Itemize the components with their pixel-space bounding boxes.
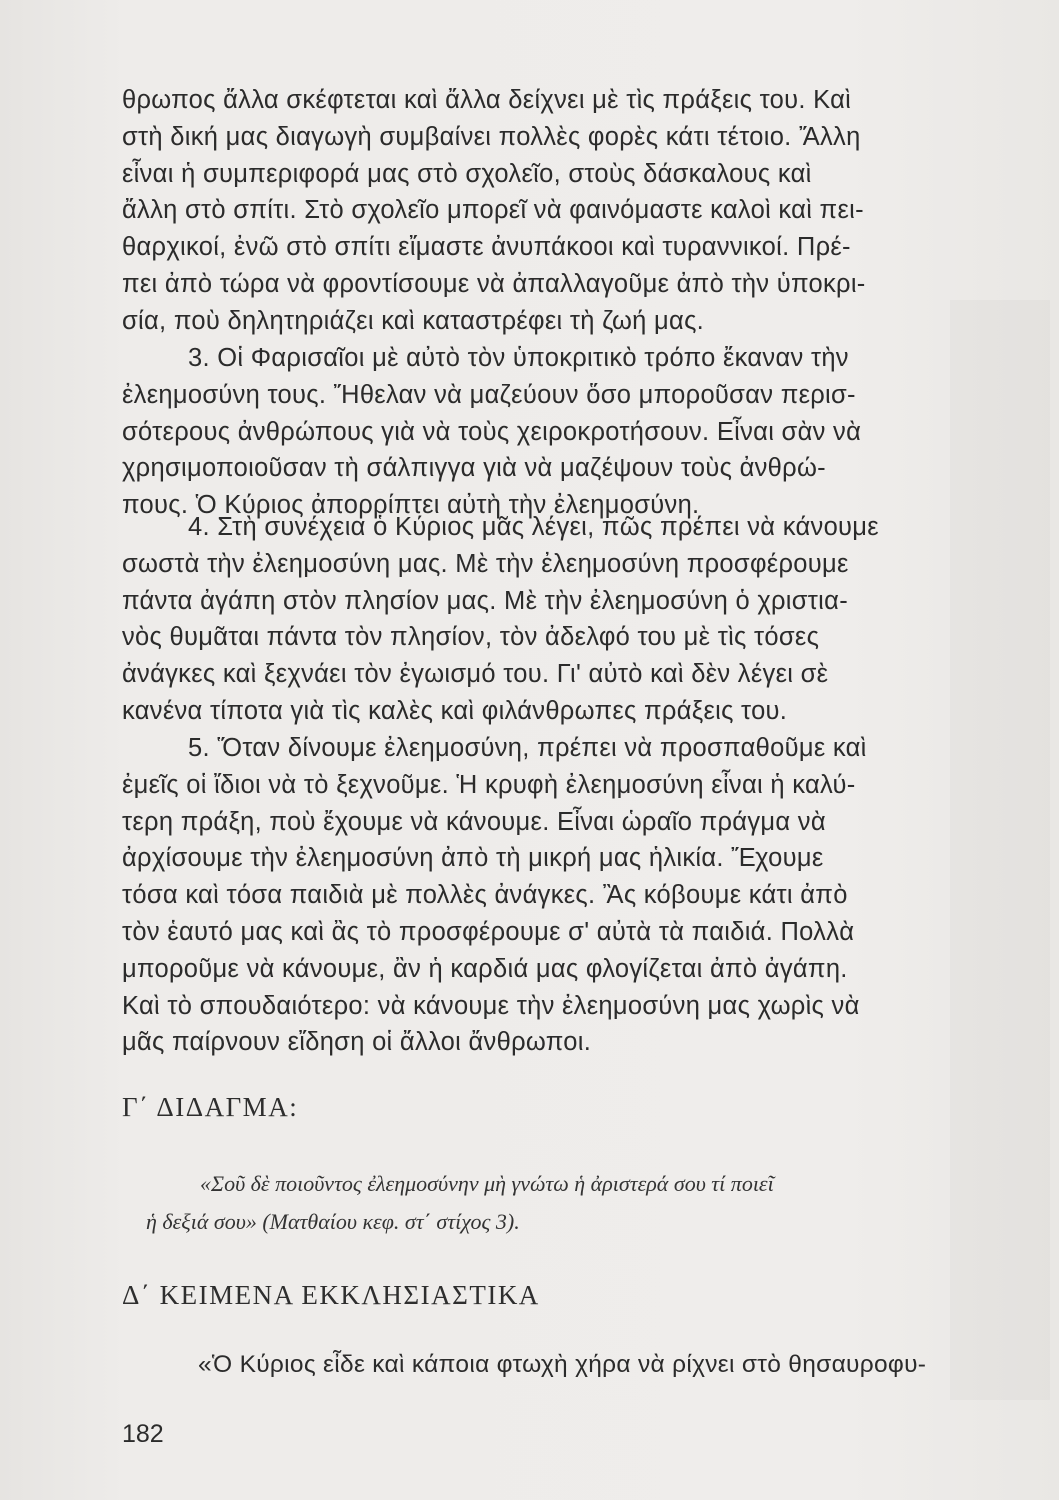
paragraph-point-4 xyxy=(122,509,982,730)
text-line: ἐλεημοσύνη τους. Ἤθελαν νὰ μαζεύουν ὅσο μποροῦσαν περισ- xyxy=(122,380,856,409)
section-heading-keimena: Δ΄ ΚΕΙΜΕΝΑ ΕΚΚΛΗΣΙΑΣΤΙΚΑ xyxy=(122,1280,540,1310)
paragraph-point-3 xyxy=(122,340,982,524)
text-line: τόσα καὶ τόσα παιδιὰ μὲ πολλὲς ἀνάγκες. Ἂς κόβουμε κάτι ἀπὸ xyxy=(122,881,848,910)
text-line: μποροῦμε νὰ κάνουμε, ἂν ἡ καρδιά μας φλογίζεται ἀπὸ ἀγάπη. xyxy=(122,954,848,983)
text-line: εἶναι ἡ συμπεριφορά μας στὸ σχολεῖο, στοὺς δάσκαλους καὶ xyxy=(122,159,812,188)
text-line: ἄλλη στὸ σπίτι. Στὸ σχολεῖο μπορεῖ νὰ φαινόμαστε καλοὶ καὶ πει- xyxy=(122,196,864,225)
section-heading-didagma: Γ΄ ΔΙΔΑΓΜΑ: xyxy=(122,1092,299,1122)
text-line: μᾶς παίρνουν εἴδηση οἱ ἄλλοι ἄνθρωποι. xyxy=(122,1028,592,1057)
text-line: τερη πράξη, ποὺ ἔχουμε νὰ κάνουμε. Εἶναι ὡραῖο πράγμα νὰ xyxy=(122,807,826,836)
text-line: νὸς θυμᾶται πάντα τὸν πλησίον, τὸν ἀδελφό του μὲ τὶς τόσες xyxy=(122,623,820,652)
text-line: θαρχικοί, ἐνῶ στὸ σπίτι εἴμαστε ἀνυπάκοοι καὶ τυραννικοί. Πρέ- xyxy=(122,233,851,262)
text-line: θρωπος ἄλλα σκέφτεται καὶ ἄλλα δείχνει μὲ τὶς πράξεις του. Καὶ xyxy=(122,86,852,114)
paragraph-point-5 xyxy=(122,730,982,1061)
text-line: Καὶ τὸ σπουδαιότερο: νὰ κάνουμε τὴν ἐλεημοσύνη μας χωρὶς νὰ xyxy=(122,991,860,1020)
text-line: ἀρχίσουμε τὴν ἐλεημοσύνη ἀπὸ τὴ μικρή μας ἡλικία. Ἔχουμε xyxy=(122,844,824,873)
text-line: ἐμεῖς οἱ ἴδιοι νὰ τὸ ξεχνοῦμε. Ἡ κρυφὴ ἐλεημοσύνη εἶναι ἡ καλύ- xyxy=(122,770,856,799)
text-line: στὴ δική μας διαγωγὴ συμβαίνει πολλὲς φορὲς κάτι τέτοιο. Ἄλλη xyxy=(122,122,861,151)
text-line: σία, ποὺ δηλητηριάζει καὶ καταστρέφει τὴ ζωή μας. xyxy=(122,306,705,335)
text-line: σότερους ἀνθρώπους γιὰ νὰ τοὺς χειροκροτήσουν. Εἶναι σὰν νὰ xyxy=(122,417,862,446)
text-line: πάντα ἀγάπη στὸν πλησίον μας. Μὲ τὴν ἐλεημοσύνη ὁ χριστια- xyxy=(122,586,848,615)
text-line: σωστὰ τὴν ἐλεημοσύνη μας. Μὲ τὴν ἐλεημοσύνη προσφέρουμε xyxy=(122,549,849,578)
page-number: 182 xyxy=(122,1420,164,1448)
quote-line: ἡ δεξιά σου» (Ματθαίου κεφ. στ΄ στίχος 3). xyxy=(146,1209,520,1234)
text-line: 5. Ὅταν δίνουμε ἐλεημοσύνη, πρέπει νὰ προσπαθοῦμε καὶ xyxy=(188,734,867,762)
quote-line: «Σοῦ δὲ ποιοῦντος ἐλεημοσύνην μὴ γνώτω ἡ ἀριστερά σου τί ποιεῖ xyxy=(200,1171,774,1196)
text-line: 3. Οἱ Φαρισαῖοι μὲ αὐτὸ τὸν ὑποκριτικὸ τρόπο ἔκαναν τὴν xyxy=(188,344,849,372)
scripture-quote xyxy=(146,1165,976,1241)
text-line: 4. Στὴ συνέχεια ὁ Κύριος μᾶς λέγει, πῶς πρέπει νὰ κάνουμε xyxy=(188,513,879,541)
paragraph-hypocrisy xyxy=(122,82,982,340)
text-line: πους. Ὁ Κύριος ἀπορρίπτει αὐτὴ τὴν ἐλεημοσύνη. xyxy=(122,491,700,520)
text-line: κανένα τίποτα γιὰ τὶς καλὲς καὶ φιλάνθρωπες πράξεις του. xyxy=(122,696,788,725)
text-line: ἀνάγκες καὶ ξεχνάει τὸν ἐγωισμό του. Γι' αὐτὸ καὶ δὲν λέγει σὲ xyxy=(122,660,829,689)
text-line: χρησιμοποιοῦσαν τὴ σάλπιγγα γιὰ νὰ μαζέψουν τοὺς ἀνθρώ- xyxy=(122,454,826,483)
paragraph-ecclesiastical-text xyxy=(122,1347,982,1384)
text-line: «Ὁ Κύριος εἶδε καὶ κάποια φτωχὴ χήρα νὰ ρίχνει στὸ θησαυροφυ- xyxy=(198,1351,927,1378)
text-line: τὸν ἑαυτό μας καὶ ἂς τὸ προσφέρουμε σ' αὐτὰ τὰ παιδιά. Πολλὰ xyxy=(122,917,855,946)
text-line: πει ἀπὸ τώρα νὰ φροντίσουμε νὰ ἀπαλλαγοῦμε ἀπὸ τὴν ὑποκρι- xyxy=(122,269,866,298)
